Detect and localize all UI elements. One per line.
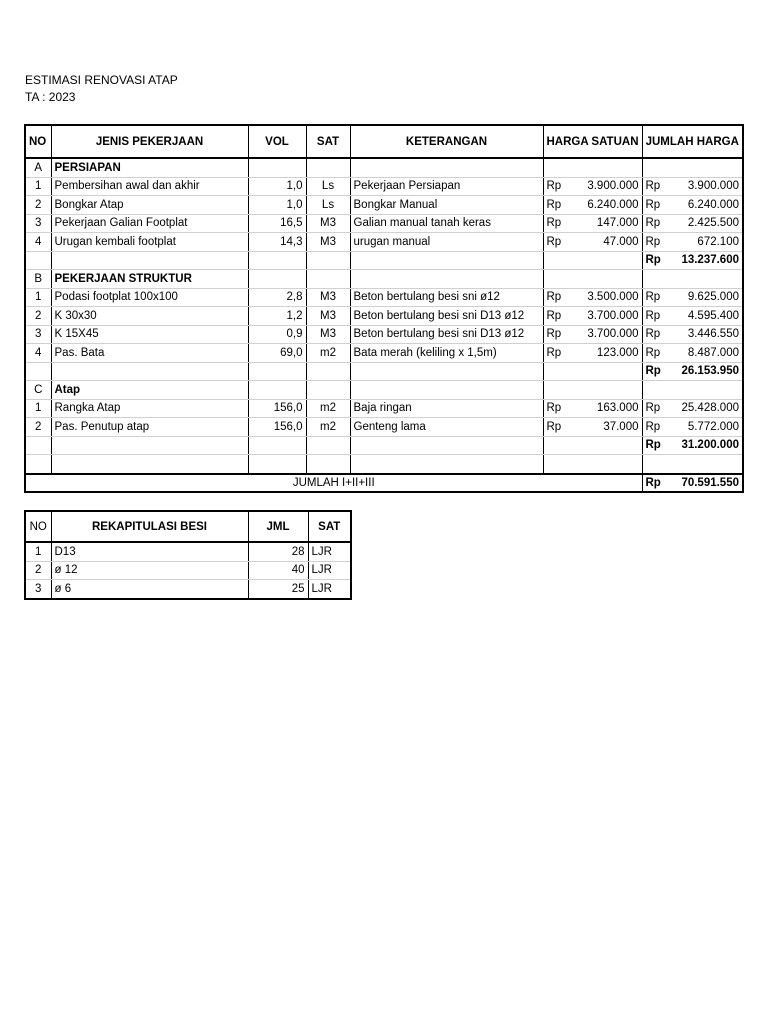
empty-cell (642, 270, 743, 289)
row-unit: m2 (306, 344, 350, 363)
currency-label: Rp (543, 399, 578, 418)
rekap-name: D13 (51, 542, 248, 561)
document-title: ESTIMASI RENOVASI ATAP (25, 73, 178, 87)
empty-cell (25, 436, 51, 455)
row-vol: 1,0 (248, 196, 306, 215)
row-keterangan: Baja ringan (350, 399, 543, 418)
row-vol: 156,0 (248, 418, 306, 437)
rekap-no: 2 (25, 561, 51, 580)
row-item: Rangka Atap (51, 399, 248, 418)
empty-cell (543, 381, 642, 400)
row-unit: m2 (306, 418, 350, 437)
row-item: Pas. Bata (51, 344, 248, 363)
row-unit: M3 (306, 233, 350, 252)
currency-label: Rp (642, 177, 676, 196)
empty-cell (543, 455, 642, 474)
row-jumlah-harga: 5.772.000 (676, 418, 743, 437)
row-harga-satuan: 3.700.000 (578, 307, 642, 326)
rekap-col-no: NO (25, 511, 51, 542)
empty-cell (543, 362, 642, 381)
empty-cell (248, 381, 306, 400)
currency-label: Rp (642, 344, 676, 363)
empty-cell (543, 251, 642, 270)
row-harga-satuan: 163.000 (578, 399, 642, 418)
row-no: 2 (25, 196, 51, 215)
rekap-sat: LJR (308, 542, 351, 561)
row-item: K 15X45 (51, 325, 248, 344)
empty-cell (543, 158, 642, 177)
currency-label: Rp (642, 307, 676, 326)
section-subtotal: 31.200.000 (676, 436, 743, 455)
currency-label: Rp (642, 362, 676, 381)
rekap-no: 1 (25, 542, 51, 561)
row-unit: M3 (306, 325, 350, 344)
row-keterangan: Bata merah (keliling x 1,5m) (350, 344, 543, 363)
table-row (25, 325, 743, 344)
empty-cell (51, 436, 248, 455)
row-jumlah-harga: 2.425.500 (676, 214, 743, 233)
section-header-row (25, 381, 743, 400)
row-jumlah-harga: 9.625.000 (676, 288, 743, 307)
currency-label: Rp (543, 288, 578, 307)
empty-cell (306, 455, 350, 474)
empty-cell (51, 455, 248, 474)
section-header-row (25, 158, 743, 177)
row-keterangan: Beton bertulang besi sni ø12 (350, 288, 543, 307)
empty-cell (25, 251, 51, 270)
row-vol: 16,5 (248, 214, 306, 233)
row-unit: M3 (306, 214, 350, 233)
currency-label: Rp (642, 418, 676, 437)
currency-label: Rp (642, 214, 676, 233)
section-subtotal: 13.237.600 (676, 251, 743, 270)
empty-cell (350, 270, 543, 289)
empty-cell (25, 362, 51, 381)
row-item: Podasi footplat 100x100 (51, 288, 248, 307)
section-name: PERSIAPAN (51, 158, 248, 177)
currency-label: Rp (543, 233, 578, 252)
row-harga-satuan: 123.000 (578, 344, 642, 363)
row-jumlah-harga: 3.900.000 (676, 177, 743, 196)
row-vol: 69,0 (248, 344, 306, 363)
rekap-col-name: REKAPITULASI BESI (51, 511, 248, 542)
rekap-row (25, 542, 351, 561)
empty-cell (306, 381, 350, 400)
grand-total-value: 70.591.550 (676, 474, 743, 492)
rekap-sat: LJR (308, 561, 351, 580)
subtotal-row (25, 436, 743, 455)
currency-label: Rp (642, 436, 676, 455)
row-harga-satuan: 3.900.000 (578, 177, 642, 196)
empty-cell (248, 436, 306, 455)
col-header-item: JENIS PEKERJAAN (51, 125, 248, 158)
table-row (25, 399, 743, 418)
empty-cell (350, 251, 543, 270)
rekap-name: ø 6 (51, 580, 248, 599)
currency-label: Rp (642, 196, 676, 215)
estimate-table (24, 124, 744, 493)
rekap-jml: 40 (248, 561, 308, 580)
empty-cell (306, 158, 350, 177)
row-vol: 1,0 (248, 177, 306, 196)
table-row (25, 214, 743, 233)
blank-row (25, 455, 743, 474)
table-header-row (25, 125, 743, 158)
currency-label: Rp (642, 251, 676, 270)
row-item: Urugan kembali footplat (51, 233, 248, 252)
currency-label: Rp (642, 233, 676, 252)
empty-cell (543, 436, 642, 455)
row-harga-satuan: 37.000 (578, 418, 642, 437)
empty-cell (642, 381, 743, 400)
empty-cell (25, 455, 51, 474)
col-header-sat: SAT (306, 125, 350, 158)
currency-label: Rp (642, 288, 676, 307)
currency-label: Rp (543, 325, 578, 344)
empty-cell (350, 158, 543, 177)
row-vol: 1,2 (248, 307, 306, 326)
row-jumlah-harga: 25.428.000 (676, 399, 743, 418)
currency-label: Rp (543, 307, 578, 326)
row-vol: 14,3 (248, 233, 306, 252)
row-unit: Ls (306, 177, 350, 196)
empty-cell (51, 251, 248, 270)
row-no: 1 (25, 177, 51, 196)
row-item: Pas. Penutup atap (51, 418, 248, 437)
rekap-no: 3 (25, 580, 51, 599)
row-keterangan: Bongkar Manual (350, 196, 543, 215)
empty-cell (350, 436, 543, 455)
row-no: 2 (25, 307, 51, 326)
col-header-harga-satuan: HARGA SATUAN (543, 125, 642, 158)
row-no: 3 (25, 214, 51, 233)
row-unit: M3 (306, 288, 350, 307)
row-harga-satuan: 3.500.000 (578, 288, 642, 307)
row-no: 4 (25, 344, 51, 363)
currency-label: Rp (543, 344, 578, 363)
table-row (25, 177, 743, 196)
row-harga-satuan: 3.700.000 (578, 325, 642, 344)
row-unit: m2 (306, 399, 350, 418)
row-keterangan: Beton bertulang besi sni D13 ø12 (350, 325, 543, 344)
col-header-no: NO (25, 125, 51, 158)
row-keterangan: Galian manual tanah keras (350, 214, 543, 233)
row-harga-satuan: 47.000 (578, 233, 642, 252)
section-code: A (25, 158, 51, 177)
row-jumlah-harga: 8.487.000 (676, 344, 743, 363)
subtotal-row (25, 251, 743, 270)
empty-cell (642, 158, 743, 177)
table-row (25, 196, 743, 215)
row-vol: 156,0 (248, 399, 306, 418)
empty-cell (248, 251, 306, 270)
row-item: Bongkar Atap (51, 196, 248, 215)
empty-cell (306, 251, 350, 270)
row-harga-satuan: 6.240.000 (578, 196, 642, 215)
row-no: 3 (25, 325, 51, 344)
empty-cell (248, 362, 306, 381)
row-unit: M3 (306, 307, 350, 326)
grand-total-row (25, 474, 743, 492)
section-name: PEKERJAAN STRUKTUR (51, 270, 248, 289)
row-jumlah-harga: 6.240.000 (676, 196, 743, 215)
rekap-sat: LJR (308, 580, 351, 599)
empty-cell (306, 436, 350, 455)
rekap-table (24, 510, 352, 600)
empty-cell (306, 362, 350, 381)
col-header-keterangan: KETERANGAN (350, 125, 543, 158)
currency-label: Rp (543, 177, 578, 196)
row-item: K 30x30 (51, 307, 248, 326)
rekap-col-jml: JML (248, 511, 308, 542)
table-row (25, 307, 743, 326)
section-subtotal: 26.153.950 (676, 362, 743, 381)
row-jumlah-harga: 672.100 (676, 233, 743, 252)
row-jumlah-harga: 4.595.400 (676, 307, 743, 326)
rekap-header-row (25, 511, 351, 542)
section-name: Atap (51, 381, 248, 400)
rekap-jml: 28 (248, 542, 308, 561)
grand-total-label: JUMLAH I+II+III (25, 474, 642, 492)
empty-cell (350, 455, 543, 474)
empty-cell (350, 362, 543, 381)
row-item: Pekerjaan Galian Footplat (51, 214, 248, 233)
empty-cell (248, 455, 306, 474)
subtotal-row (25, 362, 743, 381)
row-jumlah-harga: 3.446.550 (676, 325, 743, 344)
empty-cell (543, 270, 642, 289)
row-vol: 0,9 (248, 325, 306, 344)
currency-label: Rp (543, 418, 578, 437)
row-item: Pembersihan awal dan akhir (51, 177, 248, 196)
currency-label: Rp (642, 474, 676, 492)
row-keterangan: Genteng lama (350, 418, 543, 437)
rekap-row (25, 561, 351, 580)
row-keterangan: Pekerjaan Persiapan (350, 177, 543, 196)
section-code: B (25, 270, 51, 289)
empty-cell (248, 270, 306, 289)
currency-label: Rp (642, 325, 676, 344)
currency-label: Rp (642, 399, 676, 418)
section-header-row (25, 270, 743, 289)
row-harga-satuan: 147.000 (578, 214, 642, 233)
rekap-col-sat: SAT (308, 511, 351, 542)
row-vol: 2,8 (248, 288, 306, 307)
rekap-table-body (25, 542, 351, 599)
row-no: 1 (25, 288, 51, 307)
currency-label: Rp (543, 214, 578, 233)
table-row (25, 288, 743, 307)
rekap-row (25, 580, 351, 599)
row-no: 2 (25, 418, 51, 437)
col-header-jumlah-harga: JUMLAH HARGA (642, 125, 743, 158)
empty-cell (51, 362, 248, 381)
row-unit: Ls (306, 196, 350, 215)
table-row (25, 344, 743, 363)
empty-cell (248, 158, 306, 177)
section-code: C (25, 381, 51, 400)
row-no: 4 (25, 233, 51, 252)
currency-label: Rp (543, 196, 578, 215)
row-keterangan: Beton bertulang besi sni D13 ø12 (350, 307, 543, 326)
table-row (25, 233, 743, 252)
empty-cell (350, 381, 543, 400)
estimate-table-body (25, 158, 743, 492)
col-header-vol: VOL (248, 125, 306, 158)
document-year: TA : 2023 (25, 90, 76, 104)
rekap-jml: 25 (248, 580, 308, 599)
row-no: 1 (25, 399, 51, 418)
table-row (25, 418, 743, 437)
rekap-name: ø 12 (51, 561, 248, 580)
empty-cell (306, 270, 350, 289)
row-keterangan: urugan manual (350, 233, 543, 252)
empty-cell (642, 455, 743, 474)
